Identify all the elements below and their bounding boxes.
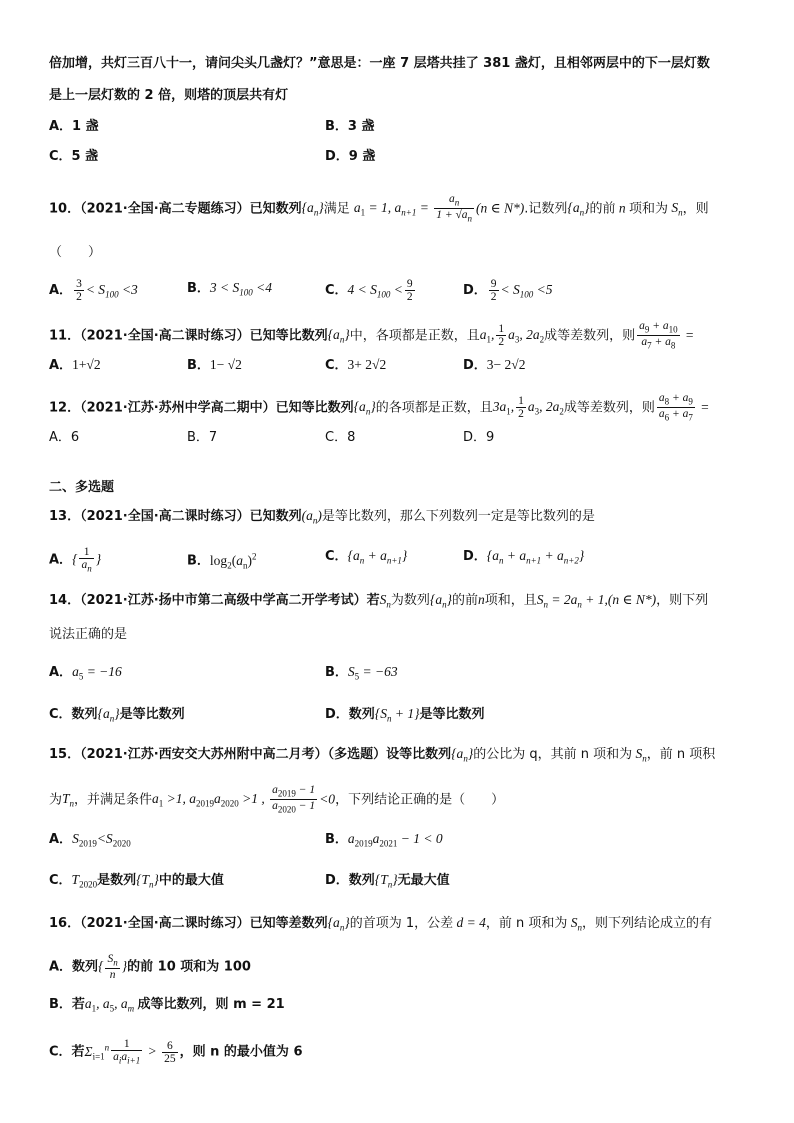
q10-option-d: D． $\frac{9}{2}$ < $S_{100} <5$: [463, 278, 553, 303]
q11-option-d: D．3− 2√2: [463, 357, 526, 373]
intro-line-1: 倍加增，共灯三百八十一，请问尖头几盏灯？”意思是：一座 7 层塔共挂了 381 盏灯，且相邻两层中的下一层灯数: [49, 56, 710, 71]
q10-option-c: C．$4 < S_{100}$ < $\frac{9}{2}$: [325, 278, 413, 303]
q15-option-b: B．$a_{2019}a_{2021} - 1 < 0$: [325, 831, 443, 849]
q12-option-a: A．6: [49, 430, 80, 445]
question-14: 14．（2021·江苏·扬中市第二高级中学高二开学考试）若$S_n$为数列$\{a_n\}$的前n项和，且$S_n = 2a_n + 1,(n$ ∈ N*)，则下列: [49, 592, 709, 610]
question-15: 15．（2021·江苏·西安交大苏州附中高二月考）（多选题）设等比数列$\{a_n\}$的公比为 q，其前 n 项和为 $S_n$，前 n 项积: [49, 746, 716, 764]
q14-option-b: B．$S_5 = -63$: [325, 664, 398, 682]
question-13: 13．（2021·全国·高二课时练习）已知数列$(a_n)$是等比数列，那么下列数列一定是等比数列的是: [49, 508, 595, 526]
intro-line-2: 是上一层灯数的 2 倍，则塔的顶层共有灯: [49, 88, 289, 103]
q12-option-b: B．7: [187, 430, 218, 445]
intro-option-c: C．5 盏: [49, 149, 99, 164]
q15-option-a: A．$S_{2019}<S_{2020}$: [49, 831, 131, 849]
intro-option-a: A．1 盏: [49, 119, 99, 134]
q11-option-b: B．1− √2: [187, 357, 242, 373]
q14-option-c: C．数列$\{a_n\}$是等比数列: [49, 706, 185, 724]
q15-option-c: C．$T_{2020}$是数列$\{T_n\}$中的最大值: [49, 872, 224, 890]
q13-option-c: C．$\{a_n + a_{n+1}\}$: [325, 548, 408, 566]
q13-option-a: A．{ $\frac{1}{a_n}$ }: [49, 546, 102, 574]
q10-option-b: B．$3 < S_{100} <4$: [187, 280, 273, 298]
question-15-line-2: 为$T_n$，并满足条件$a_1 >1$, $a_{2019}a_{2020} >1$ , $\frac{a_{2019} - 1}{a_{2020} - 1}$ <0，下列结论正确的是（ ）: [49, 784, 505, 815]
q11-option-c: C．3+ 2√2: [325, 357, 387, 373]
q11-option-a: A．1+√2: [49, 357, 101, 373]
section-heading-multi-choice: 二、多选题: [49, 480, 115, 495]
q14-option-d: D．数列$\{S_n + 1\}$是等比数列: [325, 706, 485, 724]
question-16: 16．（2021·全国·高二课时练习）已知等差数列$\{a_n\}$的首项为 1，公差 d = 4，前 n 项和为 $S_n$，则下列结论成立的有: [49, 915, 713, 933]
question-11: 11．（2021·全国·高二课时练习）已知等比数列$\{a_n\}$中，各项都是正数，且$a_1$, $\frac{1}{2}$ $a_3$, $2a_2$成等差数列，则 $\frac{a_9 + a_{10}}{a_7 + a_8}$ =: [49, 320, 695, 351]
q13-option-b: B．$\log_2(a_n)^2$: [187, 551, 257, 571]
question-10: 10．（2021·全国·高二专题练习）已知数列$\{a_n\}$满足 $a_1 = 1$, $a_{n+1}$ = $\frac{a_n}{1 + √a_n}$ (n ∈ N*).记数列$\{a_n\}$的前 n 项和为 $S_n$，则: [49, 193, 709, 224]
q10-option-a: A． $\frac{3}{2}$ < $S_{100} <3$: [49, 278, 138, 303]
q16-option-a: A．数列{ $\frac{S_n}{n}$ }的前 10 项和为 100: [49, 953, 251, 982]
q15-option-d: D．数列$\{T_n\}$无最大值: [325, 872, 450, 890]
question-12: 12．（2021·江苏·苏州中学高二期中）已知等比数列$\{a_n\}$的各项都是正数，且$3a_1$, $\frac{1}{2}$ $a_3$, $2a_2$成等差数列，则 $\frac{a_8 + a_9}{a_6 + a_7}$ =: [49, 392, 710, 423]
q13-option-d: D．$\{a_n + a_{n+1} + a_{n+2}\}$: [463, 548, 585, 566]
q12-option-d: D．9: [463, 430, 495, 445]
question-14-line-2: 说法正确的是: [49, 627, 128, 642]
q16-option-c: C．若$\Sigma_{i=1}^n$ $\frac{1}{a_ia_{i+1}}$ > $\frac{6}{25}$ ，则 n 的最小值为 6: [49, 1037, 303, 1066]
q16-option-b: B．若$a_1$, $a_5$, $a_m$ 成等比数列，则 m = 21: [49, 996, 285, 1014]
question-10-paren: （ ）: [49, 245, 102, 260]
q14-option-a: A．$a_5 = -16$: [49, 664, 122, 682]
intro-option-b: B．3 盏: [325, 119, 375, 134]
intro-option-d: D．9 盏: [325, 149, 376, 164]
q12-option-c: C．8: [325, 430, 356, 445]
